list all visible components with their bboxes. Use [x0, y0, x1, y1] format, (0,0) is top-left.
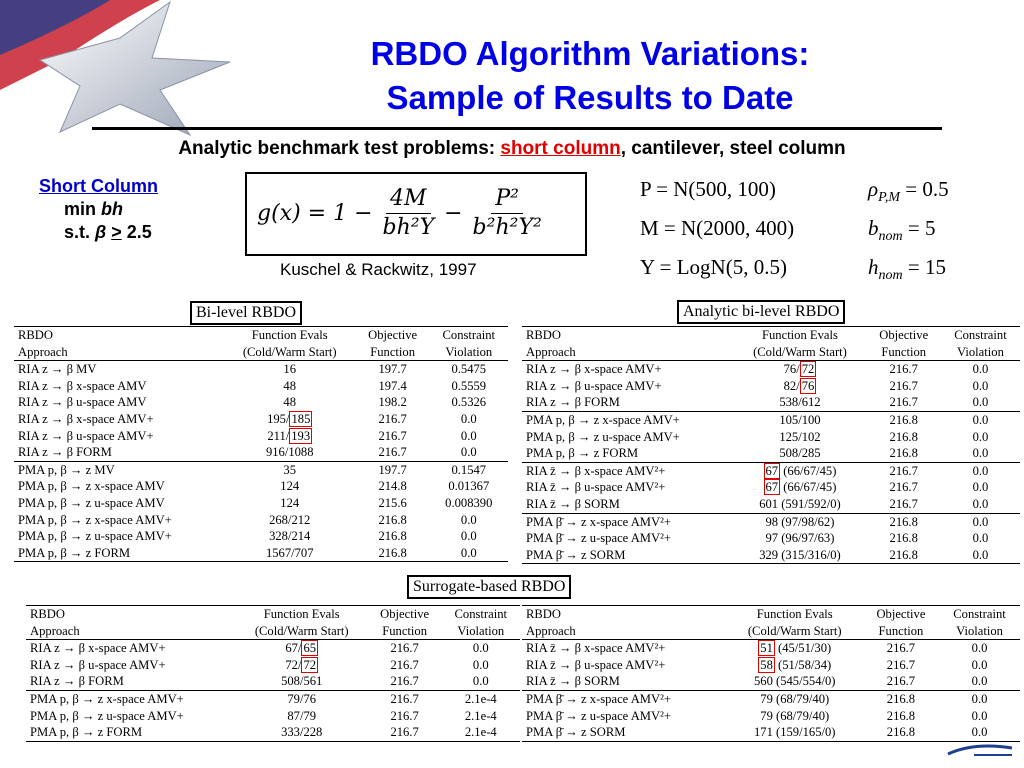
function-evals-cell	[727, 657, 863, 674]
min-variable: bh	[101, 199, 124, 219]
approach-cell: PMA p, β → z FORM	[526, 446, 639, 461]
constraint-statement	[39, 221, 158, 244]
approach-cell: PMA β̄ → z SORM	[522, 547, 733, 564]
objective-cell: 216.8	[866, 513, 940, 530]
table-row	[26, 690, 520, 707]
objective-statement	[39, 198, 158, 221]
beta-symbol: β	[95, 222, 107, 242]
objective-cell: 216.7	[390, 708, 419, 723]
subtitle-prefix: Analytic benchmark test problems:	[178, 138, 501, 159]
constraint-violation-cell: 0.0	[430, 545, 508, 562]
title-line-2: Sample of Results to Date	[386, 79, 794, 116]
constraint-violation-cell: 0.0	[472, 657, 489, 672]
table-row	[522, 496, 1020, 513]
constraint-violation-cell: 0.0	[941, 513, 1020, 530]
column-header: (Cold/Warm Start)	[727, 623, 863, 640]
table-row	[522, 479, 1020, 496]
min-label: min	[64, 199, 102, 219]
param-value: = 15	[902, 255, 946, 280]
page-title	[250, 32, 930, 120]
column-header: RBDO	[522, 606, 727, 623]
function-evals-cell: 124	[280, 495, 300, 510]
approach-cell: PMA p, β → z u-space AMV+	[30, 708, 184, 723]
column-header: Approach	[26, 623, 236, 640]
table-row	[522, 378, 1020, 395]
param-subscript: P,M	[878, 190, 901, 206]
approach-cell: PMA β̄ → z SORM	[522, 724, 727, 741]
formula-fraction-1	[379, 185, 439, 242]
approach-cell: RIA z̄ → β SORM	[526, 674, 620, 689]
objective-cell: 197.7	[356, 461, 430, 478]
objective-cell: 197.7	[378, 362, 407, 377]
param-value: = 0.5	[900, 177, 949, 201]
function-evals-cell	[236, 657, 368, 674]
constraint-violation-cell: 0.0	[472, 641, 489, 656]
constraint-violation-cell: 0.0	[472, 674, 489, 689]
formula-fraction-2	[469, 185, 546, 242]
function-evals-cell: 125/102	[779, 429, 821, 444]
objective-cell: 216.7	[368, 690, 442, 707]
fraction-1-numerator: 4M	[386, 185, 431, 214]
approach-cell: PMA p, β → z x-space AMV	[18, 479, 165, 494]
column-header: RBDO	[522, 327, 733, 344]
table-row	[522, 640, 1020, 657]
constraint-violation-cell: 2.1e-4	[464, 708, 497, 723]
objective-cell: 216.8	[889, 446, 918, 461]
constraint-violation-cell: 0.0	[971, 657, 988, 672]
short-column-problem	[39, 175, 158, 244]
parameter-list	[640, 174, 949, 292]
table-row	[522, 530, 1020, 547]
function-evals-cell: 560 (545/554/0)	[753, 674, 836, 689]
constraint-violation-cell: 0.0	[972, 496, 989, 511]
constraint-violation-cell: 0.0	[972, 531, 989, 546]
table-row	[26, 657, 520, 674]
column-header: Function Evals	[236, 606, 368, 623]
function-evals-cell	[733, 361, 866, 378]
approach-cell: RIA z → β FORM	[30, 674, 124, 689]
param-distribution: M = N(2000, 400)	[640, 216, 795, 241]
objective-cell: 216.7	[889, 362, 918, 377]
constraint-violation-cell: 0.5559	[451, 378, 487, 393]
table-row	[26, 640, 520, 657]
objective-cell: 216.7	[378, 411, 407, 426]
constraint-violation-cell: 0.0	[971, 708, 988, 723]
constraint-violation-cell: 0.0	[972, 446, 989, 461]
objective-cell: 197.4	[378, 378, 407, 393]
objective-cell: 216.7	[866, 462, 940, 479]
objective-cell: 216.7	[390, 641, 419, 656]
title-rule	[92, 127, 942, 130]
column-header: RBDO	[26, 606, 236, 623]
constraint-violation-cell: 0.0	[971, 674, 988, 689]
constraint-violation-cell: 0.0	[971, 641, 988, 656]
param-value: = 5	[902, 216, 936, 241]
param-symbol: b	[868, 216, 879, 241]
approach-cell: PMA β̄ → z u-space AMV²+	[526, 708, 671, 723]
objective-cell: 216.7	[886, 674, 916, 689]
geq-symbol: >	[111, 222, 122, 242]
table-header-row	[14, 344, 508, 361]
evals-cold: 211/	[267, 428, 290, 443]
table-header-row	[522, 327, 1020, 344]
approach-cell: RIA z → β FORM	[18, 445, 112, 460]
constraint-violation-cell: 0.0	[941, 547, 1020, 564]
function-evals-cell: 35	[224, 461, 356, 478]
constraint-violation-cell: 0.0	[460, 428, 477, 443]
table-header-row	[26, 606, 520, 623]
param-subscript: nom	[878, 229, 903, 245]
function-evals-cell: 79 (68/79/40)	[727, 690, 863, 707]
approach-cell: PMA p, β → z x-space AMV+	[26, 690, 236, 707]
approach-cell: PMA p, β → z u-space AMV+	[526, 429, 680, 444]
constraint-violation-cell: 0.01367	[448, 479, 490, 494]
objective-cell: 216.8	[378, 512, 407, 527]
constraint-violation-cell: 0.008390	[445, 495, 493, 510]
function-evals-cell: 16	[283, 362, 297, 377]
column-header: Constraint	[442, 606, 520, 623]
param-row	[640, 174, 949, 213]
column-header: Constraint	[430, 327, 508, 344]
column-header: Violation	[939, 623, 1020, 640]
bilevel-results-table	[14, 326, 508, 562]
fraction-1-denominator: bh²Y	[382, 214, 435, 240]
evals-total-highlight: 67	[765, 463, 779, 478]
objective-cell: 216.7	[378, 428, 407, 443]
approach-cell: RIA z → β u-space AMV	[18, 395, 147, 410]
table-row	[522, 361, 1020, 378]
function-evals-cell: 124	[280, 479, 300, 494]
objective-cell: 216.7	[390, 674, 419, 689]
constraint-violation-cell: 0.5475	[451, 362, 487, 377]
approach-cell: RIA z̄ → β u-space AMV²+	[526, 657, 666, 672]
objective-cell: 216.7	[889, 378, 918, 393]
evals-total-highlight: 67	[765, 480, 779, 495]
objective-cell: 216.8	[356, 545, 430, 562]
function-evals-cell	[733, 479, 866, 496]
function-evals-cell: 329 (315/316/0)	[733, 547, 866, 564]
function-evals-cell	[224, 411, 356, 428]
constraint-violation-cell: 2.1e-4	[442, 690, 520, 707]
constraint-violation-cell: 0.0	[460, 512, 477, 527]
table-header-row	[522, 606, 1020, 623]
approach-cell: RIA z̄ → β x-space AMV²+	[522, 462, 733, 479]
function-evals-cell: 79 (68/79/40)	[760, 708, 830, 723]
param-symbol: ρ	[868, 177, 879, 201]
function-evals-cell: 916/1088	[265, 445, 314, 460]
constraint-violation-cell: 0.0	[460, 529, 477, 544]
constraint-violation-cell: 0.0	[972, 395, 989, 410]
table-row	[14, 428, 508, 445]
column-header: Constraint	[941, 327, 1020, 344]
surrogate-results-table-left	[26, 605, 520, 742]
limit-state-formula	[245, 172, 587, 256]
beta-target: 2.5	[121, 222, 152, 242]
param-distribution: P = N(500, 100)	[640, 177, 776, 201]
column-header: Violation	[941, 344, 1020, 361]
table-row	[26, 724, 520, 741]
evals-cold: 195/	[267, 411, 290, 426]
objective-cell: 216.8	[866, 411, 940, 428]
table-header-row	[26, 623, 520, 640]
constraint-violation-cell: 0.5326	[451, 395, 487, 410]
function-evals-cell	[236, 640, 368, 657]
table-row	[14, 545, 508, 562]
approach-cell: PMA p, β → z x-space AMV+	[18, 512, 172, 527]
param-subscript: nom	[878, 268, 903, 284]
table-row	[26, 673, 520, 690]
function-evals-cell	[224, 428, 356, 445]
function-evals-cell: 268/212	[269, 512, 311, 527]
table-header-row	[14, 327, 508, 344]
constraint-violation-cell: 0.0	[941, 462, 1020, 479]
objective-cell: 216.8	[889, 531, 918, 546]
formula-lhs: g(x) = 1 −	[257, 200, 373, 226]
column-header: Constraint	[939, 606, 1020, 623]
table-row	[14, 512, 508, 529]
bilevel-rbdo-label: Bi-level RBDO	[190, 301, 302, 325]
column-header: Approach	[14, 344, 224, 361]
analytic-results-table	[522, 326, 1020, 564]
evals-total-highlight: 58	[760, 657, 773, 672]
title-line-1: RBDO Algorithm Variations:	[370, 35, 810, 72]
constraint-violation-cell: 0.0	[460, 411, 477, 426]
evals-breakdown: (51/58/34)	[774, 657, 832, 672]
function-evals-cell: 98 (97/98/62)	[733, 513, 866, 530]
approach-cell: RIA z → β MV	[18, 362, 97, 377]
constraint-violation-cell: 0.0	[939, 690, 1020, 707]
constraint-violation-cell: 0.0	[972, 378, 989, 393]
fraction-2-numerator: P²	[491, 185, 523, 214]
objective-cell: 214.8	[378, 479, 407, 494]
objective-cell: 216.7	[368, 724, 442, 741]
column-header: Violation	[442, 623, 520, 640]
function-evals-cell: 333/228	[236, 724, 368, 741]
short-column-heading[interactable]: Short Column	[39, 176, 158, 196]
evals-warm-highlight: 76	[801, 378, 815, 393]
objective-cell: 216.8	[378, 529, 407, 544]
table-row	[14, 444, 508, 461]
table-row	[522, 445, 1020, 462]
approach-cell: PMA p, β → z u-space AMV+	[18, 529, 172, 544]
function-evals-cell: 48	[283, 395, 297, 410]
approach-cell: PMA β̄ → z u-space AMV²+	[526, 531, 671, 546]
table-row	[26, 708, 520, 725]
approach-cell: PMA β̄ → z x-space AMV²+	[522, 690, 727, 707]
constraint-violation-cell: 0.0	[972, 429, 989, 444]
approach-cell: PMA p, β → z u-space AMV	[18, 495, 165, 510]
table-row	[522, 429, 1020, 446]
column-header: Objective	[368, 606, 442, 623]
constraint-violation-cell: 0.0	[972, 480, 989, 495]
column-header: Function	[368, 623, 442, 640]
approach-cell: RIA z̄ → β x-space AMV²+	[526, 641, 666, 656]
short-column-link[interactable]: short column	[500, 138, 621, 159]
column-header: Function Evals	[733, 327, 866, 344]
table-row	[14, 411, 508, 428]
function-evals-cell: 508/285	[779, 446, 821, 461]
formula-minus: −	[444, 200, 463, 226]
table-row	[14, 378, 508, 395]
table-row	[522, 411, 1020, 428]
table-row	[14, 478, 508, 495]
table-row	[522, 657, 1020, 674]
table-row	[14, 528, 508, 545]
function-evals-cell: 48	[283, 378, 297, 393]
evals-warm-highlight: 72	[303, 657, 317, 672]
column-header: Objective	[863, 606, 939, 623]
constraint-violation-cell: 0.0	[939, 724, 1020, 741]
citation: Kuschel & Rackwitz, 1997	[280, 260, 477, 279]
evals-warm-highlight: 185	[291, 411, 311, 426]
subtitle-suffix: , cantilever, steel column	[620, 138, 846, 159]
column-header: Violation	[430, 344, 508, 361]
function-evals-cell: 87/79	[287, 708, 317, 723]
approach-cell: RIA z → β u-space AMV+	[18, 428, 154, 443]
column-header: Function	[356, 344, 430, 361]
constraint-violation-cell: 0.0	[460, 445, 477, 460]
objective-cell: 216.8	[886, 708, 916, 723]
approach-cell: RIA z → β x-space AMV+	[526, 362, 662, 377]
approach-cell: PMA β̄ → z x-space AMV²+	[522, 513, 733, 530]
function-evals-cell: 508/561	[281, 674, 323, 689]
approach-cell: RIA z → β x-space AMV	[18, 378, 147, 393]
function-evals-cell: 538/612	[779, 395, 821, 410]
evals-warm-highlight: 72	[801, 362, 815, 377]
objective-cell: 216.8	[889, 429, 918, 444]
function-evals-cell: 1567/707	[224, 545, 356, 562]
function-evals-cell	[733, 462, 866, 479]
table-row	[14, 361, 508, 378]
evals-warm-highlight: 193	[291, 428, 311, 443]
subtitle	[0, 138, 1024, 160]
fraction-2-denominator: b²h²Y²	[472, 214, 542, 240]
analytic-bilevel-rbdo-label: Analytic bi-level RBDO	[677, 300, 845, 324]
constraint-violation-cell: 2.1e-4	[442, 724, 520, 741]
param-row	[640, 213, 949, 252]
surrogate-results-table-right	[522, 605, 1020, 742]
table-row	[522, 724, 1020, 741]
objective-cell: 216.8	[863, 724, 939, 741]
table-row	[522, 394, 1020, 411]
param-distribution: Y = LogN(5, 0.5)	[640, 255, 787, 280]
evals-breakdown: (45/51/30)	[774, 641, 832, 656]
table-row	[522, 547, 1020, 564]
objective-cell: 198.2	[378, 395, 407, 410]
table-row	[14, 394, 508, 411]
function-evals-cell: 328/214	[269, 529, 311, 544]
st-label: s.t.	[64, 222, 96, 242]
function-evals-cell	[727, 640, 863, 657]
table-row	[522, 690, 1020, 707]
table-header-row	[522, 344, 1020, 361]
approach-cell: RIA z̄ → β SORM	[526, 496, 620, 511]
function-evals-cell	[733, 378, 866, 395]
approach-cell: PMA p, β → z MV	[14, 461, 224, 478]
evals-breakdown: (66/67/45)	[780, 463, 837, 478]
evals-cold: 67/	[285, 641, 302, 656]
table-row	[14, 461, 508, 478]
approach-cell: PMA p, β → z x-space AMV+	[522, 411, 733, 428]
function-evals-cell: 79/76	[236, 690, 368, 707]
function-evals-cell: 171 (159/165/0)	[727, 724, 863, 741]
param-symbol: h	[868, 255, 879, 280]
constraint-violation-cell: 0.1547	[430, 461, 508, 478]
evals-cold: 76/	[783, 362, 800, 377]
table-row	[522, 673, 1020, 690]
column-header: (Cold/Warm Start)	[733, 344, 866, 361]
objective-cell: 215.6	[378, 495, 407, 510]
objective-cell: 216.7	[886, 641, 916, 656]
approach-cell: PMA p, β → z FORM	[26, 724, 236, 741]
objective-cell: 216.7	[390, 657, 419, 672]
objective-cell: 216.7	[889, 496, 918, 511]
column-header: (Cold/Warm Start)	[224, 344, 356, 361]
column-header: RBDO	[14, 327, 224, 344]
objective-cell: 216.7	[378, 445, 407, 460]
column-header: Function	[863, 623, 939, 640]
constraint-violation-cell: 0.0	[941, 411, 1020, 428]
column-header: Approach	[522, 344, 733, 361]
column-header: Approach	[522, 623, 727, 640]
surrogate-rbdo-label: Surrogate-based RBDO	[407, 575, 571, 599]
approach-cell: PMA p, β → z FORM	[14, 545, 224, 562]
objective-cell: 216.8	[866, 547, 940, 564]
column-header: Function Evals	[727, 606, 863, 623]
column-header: (Cold/Warm Start)	[236, 623, 368, 640]
lab-logo-icon	[944, 740, 1016, 760]
objective-cell: 216.8	[863, 690, 939, 707]
objective-cell: 216.7	[889, 480, 918, 495]
approach-cell: RIA z → β u-space AMV+	[30, 657, 166, 672]
evals-total-highlight: 51	[760, 641, 773, 656]
objective-cell: 216.7	[886, 657, 916, 672]
star-logo-icon	[0, 0, 250, 140]
approach-cell: RIA z̄ → β u-space AMV²+	[526, 480, 666, 495]
approach-cell: RIA z → β FORM	[526, 395, 620, 410]
column-header: Objective	[866, 327, 940, 344]
column-header: Function Evals	[224, 327, 356, 344]
table-row	[14, 495, 508, 512]
approach-cell: RIA z → β x-space AMV+	[18, 411, 154, 426]
function-evals-cell: 601 (591/592/0)	[759, 496, 841, 511]
evals-cold: 72/	[285, 657, 302, 672]
evals-warm-highlight: 65	[303, 641, 317, 656]
constraint-violation-cell: 0.0	[972, 362, 989, 377]
function-evals-cell: 105/100	[733, 411, 866, 428]
evals-breakdown: (66/67/45)	[780, 480, 837, 495]
table-row	[522, 708, 1020, 725]
approach-cell: RIA z → β u-space AMV+	[526, 378, 662, 393]
column-header: Objective	[356, 327, 430, 344]
approach-cell: RIA z → β x-space AMV+	[30, 641, 166, 656]
column-header: Function	[866, 344, 940, 361]
objective-cell: 216.7	[889, 395, 918, 410]
param-row	[640, 252, 949, 291]
table-header-row	[522, 623, 1020, 640]
table-row	[522, 513, 1020, 530]
function-evals-cell: 97 (96/97/63)	[765, 531, 835, 546]
evals-cold: 82/	[783, 378, 800, 393]
table-row	[522, 462, 1020, 479]
